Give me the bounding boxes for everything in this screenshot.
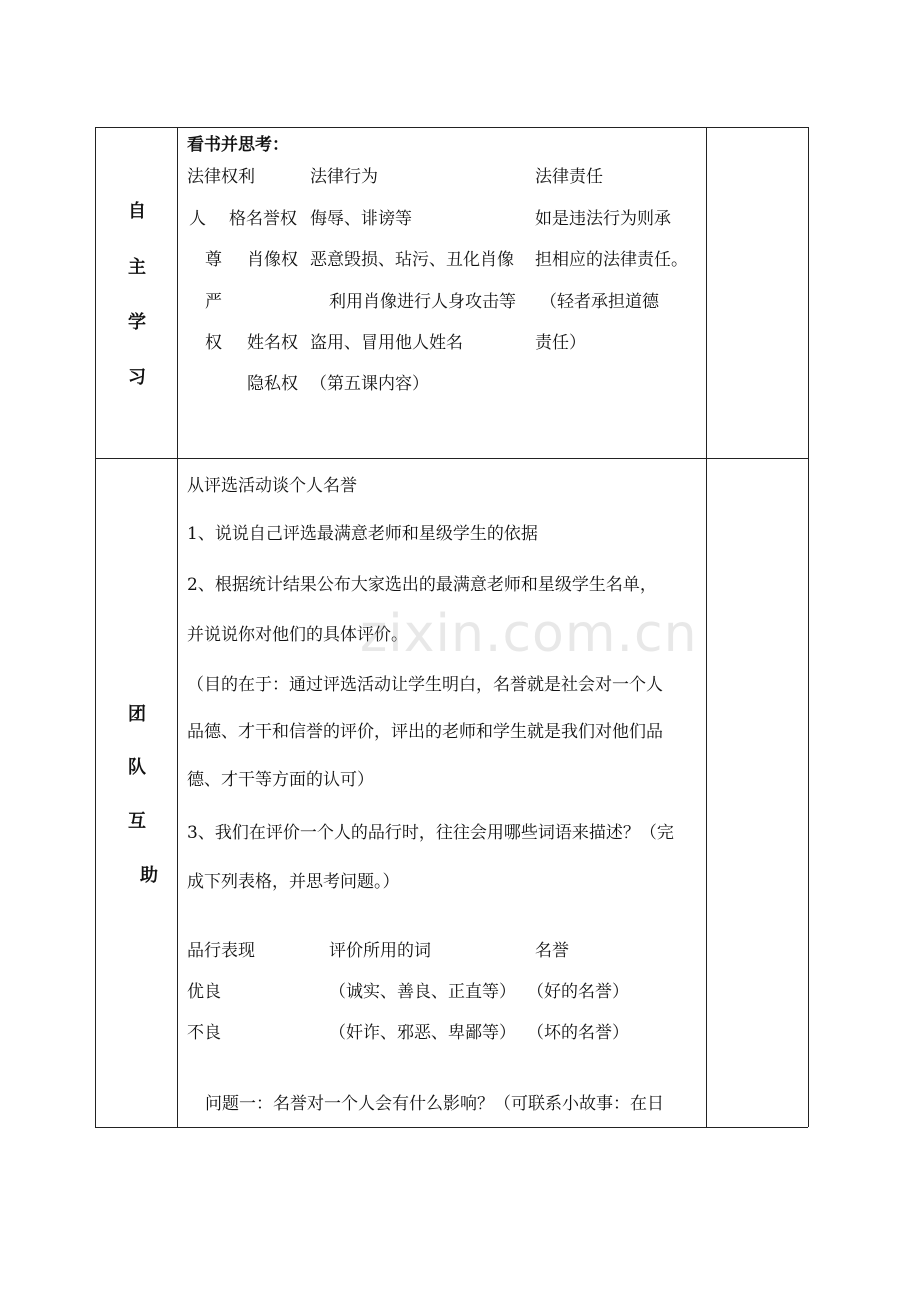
section2-label-char-2: 队 bbox=[128, 757, 146, 778]
question-one: 问题一：名誉对一个人会有什么影响？（可联系小故事：在日 bbox=[205, 1094, 664, 1114]
section2-item-3-line-1: 3、我们在评价一个人的品行时，往往会用哪些词语来描述？（完 bbox=[187, 823, 674, 843]
table-border-right bbox=[808, 127, 809, 1127]
eval-header-conduct: 品行表现 bbox=[187, 941, 255, 961]
eval-row-good-conduct: 优良 bbox=[187, 982, 221, 1002]
group-char-zun: 尊 bbox=[205, 250, 222, 270]
right-portrait: 肖像权 bbox=[247, 250, 298, 270]
section2-item-2-line-2: 并说说你对他们的具体评价。 bbox=[187, 625, 408, 645]
eval-row-bad-conduct: 不良 bbox=[187, 1023, 221, 1043]
section2-purpose-line-3: 德、才干等方面的认可） bbox=[187, 770, 374, 790]
section2-label-char-3: 互 bbox=[128, 811, 146, 832]
watermark: zixin.com.cn bbox=[360, 604, 698, 664]
section2-purpose-line-2: 品德、才干和信誉的评价，评出的老师和学生就是我们对他们品 bbox=[187, 722, 663, 742]
eval-row-good-words: （诚实、善良、正直等） bbox=[329, 982, 516, 1002]
section2-label-char-1: 团 bbox=[128, 704, 146, 725]
act-portrait-2: 利用肖像进行人身攻击等 bbox=[329, 292, 516, 312]
section2-item-3-line-2: 成下列表格，并思考问题。） bbox=[187, 872, 400, 892]
right-name: 姓名权 bbox=[247, 333, 298, 353]
act-privacy: （第五课内容） bbox=[310, 374, 429, 394]
table-border-top bbox=[95, 127, 808, 128]
act-name: 盗用、冒用他人姓名 bbox=[310, 333, 463, 353]
section1-label-char-2: 主 bbox=[128, 257, 146, 278]
section2-item-1: 1、说说自己评选最满意老师和星级学生的依据 bbox=[187, 524, 538, 544]
section2-item-2-line-1: 2、根据统计结果公布大家选出的最满意老师和星级学生名单， bbox=[187, 575, 657, 595]
group-char-quan: 权 bbox=[205, 333, 222, 353]
section2-label-char-4: 助 bbox=[140, 865, 158, 886]
col-header-liability: 法律责任 bbox=[535, 167, 603, 187]
liability-line-3: （轻者承担道德 bbox=[540, 292, 659, 312]
col-header-rights: 法律权利 bbox=[187, 167, 255, 187]
act-portrait: 恶意毁损、玷污、丑化肖像 bbox=[310, 250, 514, 270]
eval-header-reputation: 名誉 bbox=[535, 941, 569, 961]
group-char-yan: 严 bbox=[205, 292, 222, 312]
table-row-divider bbox=[95, 458, 808, 459]
eval-header-words: 评价所用的词 bbox=[329, 941, 431, 961]
act-honor: 侮辱、诽谤等 bbox=[310, 209, 412, 229]
liability-line-1: 如是违法行为则承 bbox=[535, 209, 671, 229]
eval-row-good-reputation: （好的名誉） bbox=[527, 982, 629, 1002]
section2-title: 从评选活动谈个人名誉 bbox=[187, 476, 357, 496]
table-border-left bbox=[95, 127, 96, 1127]
eval-row-bad-reputation: （坏的名誉） bbox=[527, 1023, 629, 1043]
table-border-bottom bbox=[95, 1127, 808, 1128]
table-col-divider-2 bbox=[706, 127, 707, 1127]
liability-line-2: 担相应的法律责任。 bbox=[535, 250, 688, 270]
liability-line-4: 责任） bbox=[535, 333, 586, 353]
section1-heading: 看书并思考： bbox=[187, 135, 289, 155]
table-col-divider-1 bbox=[177, 127, 178, 1127]
section1-label-char-4: 习 bbox=[128, 367, 146, 388]
col-header-acts: 法律行为 bbox=[310, 167, 378, 187]
section1-label-char-1: 自 bbox=[128, 201, 146, 222]
right-honor: 格名誉权 bbox=[229, 209, 297, 229]
eval-row-bad-words: （奸诈、邪恶、卑鄙等） bbox=[329, 1023, 516, 1043]
group-char-ren: 人 bbox=[189, 209, 206, 229]
section2-purpose-line-1: （目的在于：通过评选活动让学生明白，名誉就是社会对一个人 bbox=[187, 675, 663, 695]
section1-label-char-3: 学 bbox=[128, 312, 146, 333]
right-privacy: 隐私权 bbox=[247, 374, 298, 394]
